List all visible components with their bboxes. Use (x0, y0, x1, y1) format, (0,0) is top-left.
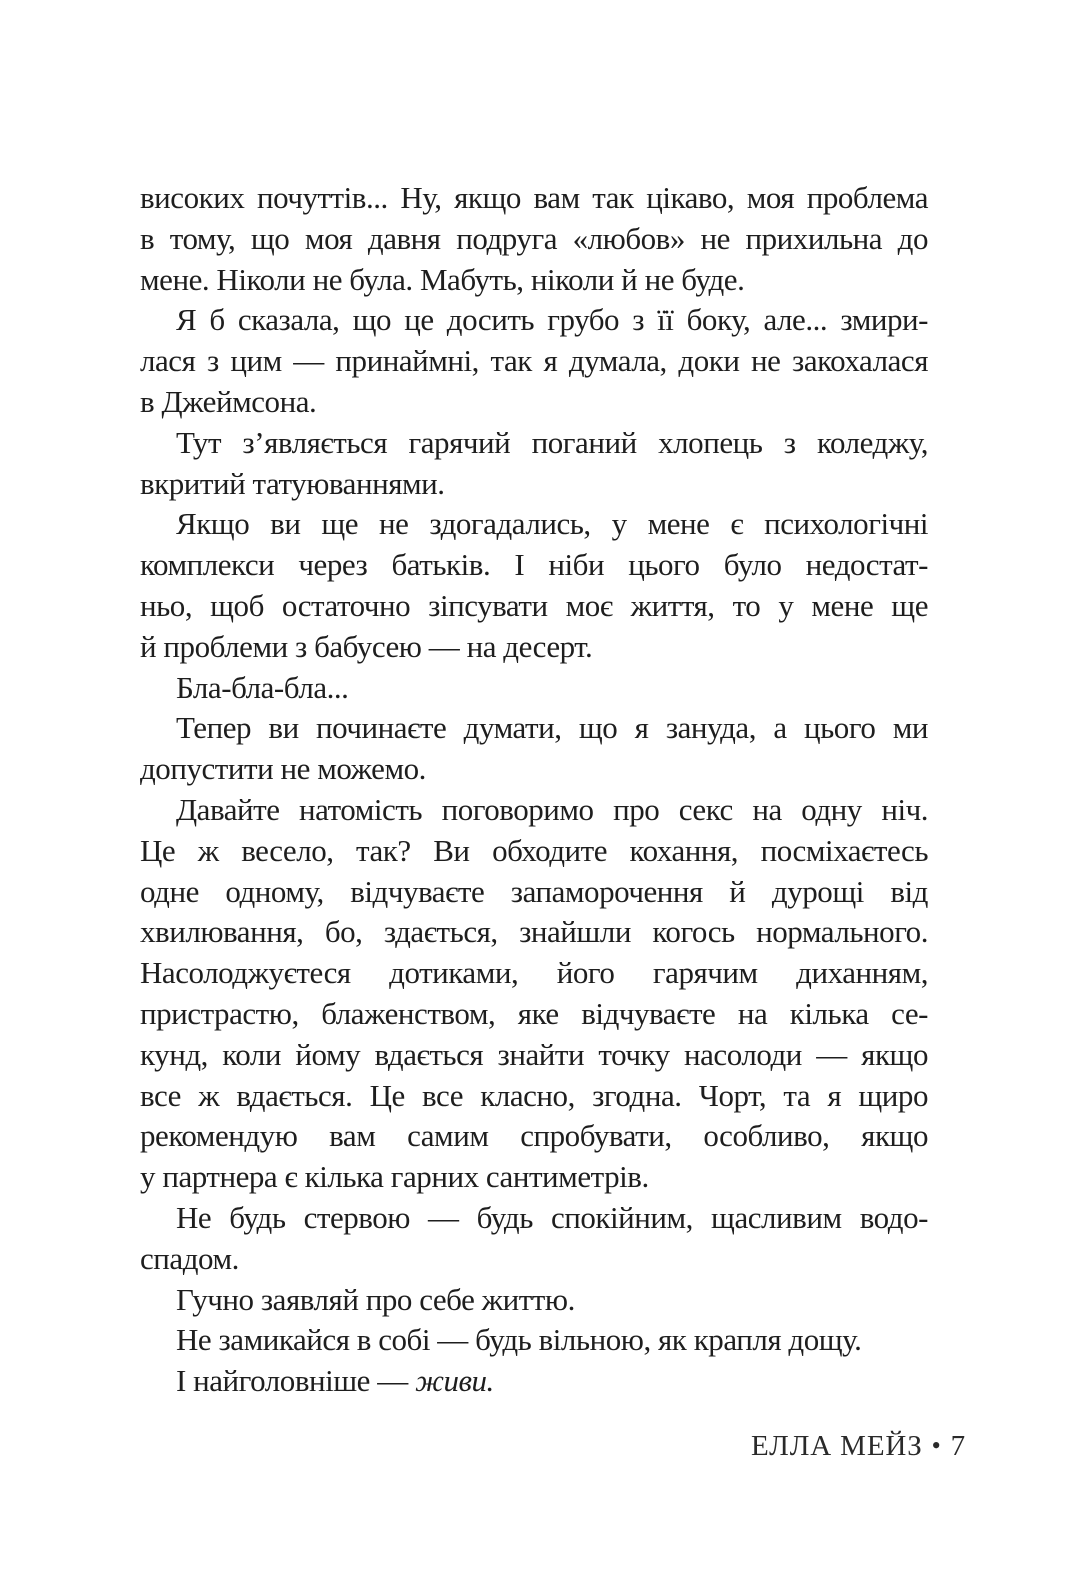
text-line (140, 1361, 928, 1402)
text-line: вкритий татуюваннями. (140, 465, 445, 501)
text-line: кунд, коли йому вдається знайти точку насолоди — якщо (140, 1036, 928, 1072)
footer-separator-bullet: • (931, 1431, 942, 1460)
text-line: комплекси через батьків. І ніби цього було недостат- (140, 547, 928, 583)
paragraph (140, 300, 928, 422)
body-text (140, 178, 928, 1402)
paragraph (140, 178, 928, 300)
text-line: Не будь стервою — будь спокійним, щасливим водо- (176, 1199, 928, 1235)
text-line: все ж вдається. Це все класно, згодна. Чорт, та я щиро (140, 1077, 928, 1113)
text-line: рекомендую вам самим спробувати, особливо, якщо (140, 1118, 928, 1154)
text-line: у партнера є кілька гарних сантиметрів. (140, 1159, 649, 1195)
paragraph (140, 1280, 928, 1321)
text-line: Давайте натомість поговоримо про секс на одну ніч. (176, 791, 928, 827)
text-line: лася з цим — принаймні, так я думала, доки не закохалася (140, 343, 928, 379)
text-line: Тут з’являється гарячий поганий хлопець з коледжу, (176, 424, 928, 460)
paragraph (140, 790, 928, 1198)
paragraph (140, 708, 928, 790)
running-title-author: ЕЛЛА МЕЙЗ (750, 1430, 923, 1462)
paragraph (140, 1198, 928, 1280)
paragraph (140, 668, 928, 709)
text-line: Якщо ви ще не здогадались, у мене є психологічні (176, 506, 928, 542)
paragraph (140, 1361, 928, 1402)
text-line: спадом. (140, 1240, 239, 1276)
text-line: допустити не можемо. (140, 751, 426, 787)
text-line: Не замикайся в собі — будь вільною, як крапля дощу. (176, 1322, 862, 1358)
plain-text: І найголовніше — (176, 1363, 416, 1399)
text-line: одне одному, відчуваєте запаморочення й дурощі від (140, 873, 928, 909)
text-line: Тепер ви починаєте думати, що я зануда, а цього ми (176, 710, 928, 746)
emphasized-text: живи. (415, 1363, 494, 1399)
text-line: хвилювання, бо, здається, знайшли когось нормального. (140, 914, 928, 950)
page-number: 7 (950, 1430, 966, 1462)
text-line: Я б сказала, що це досить грубо з її боку, але... змири- (176, 302, 928, 338)
text-line: Бла-бла-бла... (176, 669, 349, 705)
text-line: високих почуттів... Ну, якщо вам так цікаво, моя проблема (140, 180, 928, 215)
text-line: в тому, що моя давня подруга «любов» не прихильна до (140, 220, 928, 256)
text-line: Гучно заявляй про себе життю. (176, 1281, 575, 1317)
text-line: Це ж весело, так? Ви обходите кохання, посміхаєтесь (140, 832, 928, 868)
text-line: мене. Ніколи не була. Мабуть, ніколи й не буде. (140, 261, 745, 297)
text-line: пристрастю, блаженством, яке відчуваєте на кілька се- (140, 995, 928, 1031)
paragraph (140, 423, 928, 505)
text-line: Насолоджуєтеся дотиками, його гарячим диханням, (140, 955, 928, 991)
page-footer (751, 1428, 966, 1464)
paragraph (140, 504, 928, 667)
paragraph (140, 1320, 928, 1361)
text-line: ньо, щоб остаточно зіпсувати моє життя, то у мене ще (140, 587, 928, 623)
text-line: й проблеми з бабусею — на десерт. (140, 628, 593, 664)
text-line: в Джеймсона. (140, 383, 317, 419)
